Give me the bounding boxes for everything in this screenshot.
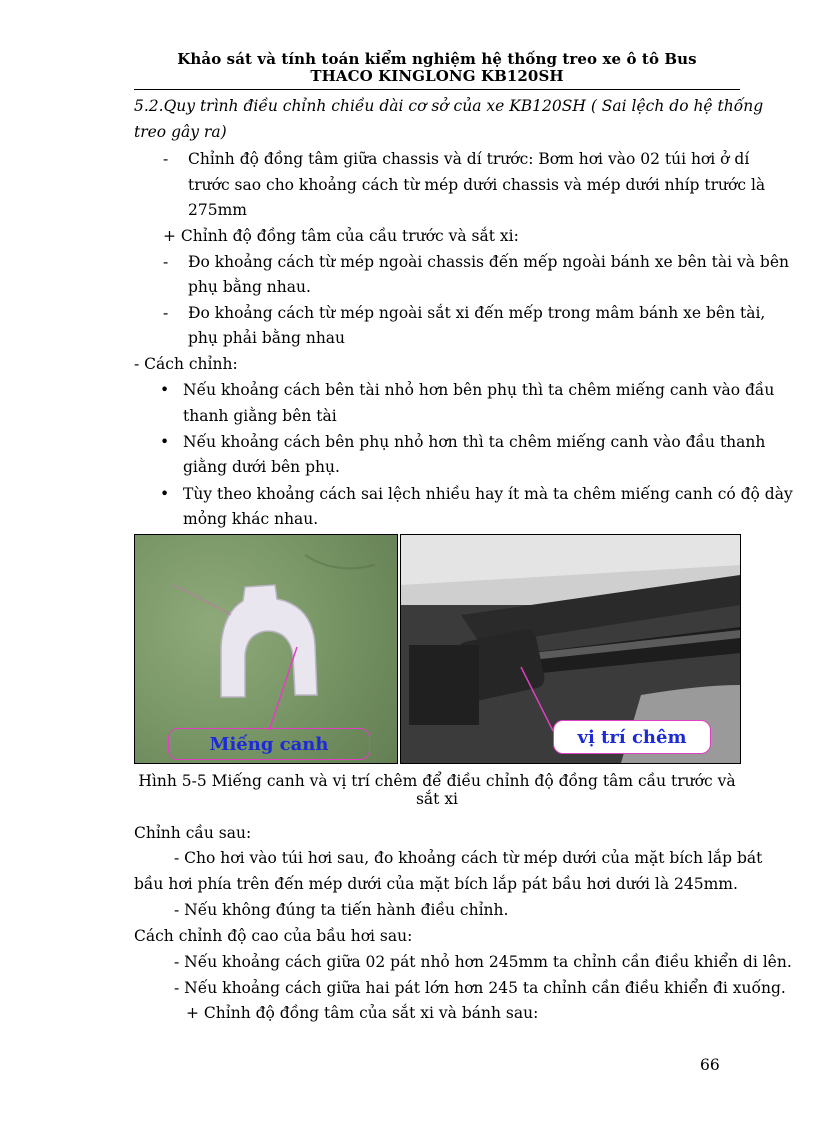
running-header-line2: THACO KINGLONG KB120SH — [310, 67, 564, 85]
dash-marker: - — [163, 253, 169, 271]
bullet-marker: • — [160, 433, 170, 451]
paragraph-line: + Chỉnh độ đồng tâm của sắt xi và bánh sau: — [186, 1004, 539, 1022]
paragraph-line: Chỉnh cầu sau: — [134, 824, 252, 842]
paragraph-line: + Chỉnh độ đồng tâm của cầu trước và sắt xi: — [163, 227, 519, 245]
paragraph-line: - Cách chỉnh: — [134, 355, 238, 373]
paragraph-line: 275mm — [188, 201, 247, 219]
dash-marker: - — [163, 304, 169, 322]
running-header-line1: Khảo sát và tính toán kiểm nghiệm hệ thống treo xe ô tô Bus — [177, 50, 697, 68]
paragraph-line: Đo khoảng cách từ mép ngoài chassis đến mếp ngoài bánh xe bên tài và bên — [188, 253, 790, 271]
shim-position-label: vị trí chêm — [553, 720, 711, 754]
paragraph-line: Tùy theo khoảng cách sai lệch nhiều hay ít mà ta chêm miếng canh có độ dày — [183, 485, 793, 503]
paragraph-line: thanh giằng bên tài — [183, 407, 337, 425]
figure-caption: Hình 5-5 Miếng canh và vị trí chêm để điều chỉnh độ đồng tâm cầu trước và sắt xi — [138, 772, 736, 808]
paragraph-line: - Cho hơi vào túi hơi sau, đo khoảng cách từ mép dưới của mặt bích lắp bát — [174, 849, 763, 867]
paragraph-line: bầu hơi phía trên đến mép dưới của mặt bích lắp pát bầu hơi dưới là 245mm. — [134, 875, 738, 893]
paragraph-line: Đo khoảng cách từ mép ngoài sắt xi đến mếp trong mâm bánh xe bên tài, — [188, 304, 766, 322]
section-title: 5.2.Quy trình điều chỉnh chiều dài cơ sở của xe KB120SH ( Sai lệch do hệ thống — [134, 97, 764, 115]
paragraph-line: Cách chỉnh độ cao của bầu hơi sau: — [134, 927, 413, 945]
paragraph-line: trước sao cho khoảng cách từ mép dưới chassis và mép dưới nhíp trước là — [188, 176, 766, 194]
header-rule — [134, 89, 740, 90]
paragraph-line: Chỉnh độ đồng tâm giữa chassis và dí trước: Bơm hơi vào 02 túi hơi ở dí — [188, 150, 750, 168]
section-title-cont: treo gây ra) — [134, 123, 227, 141]
dash-marker: - — [163, 150, 169, 168]
paragraph-line: phụ bằng nhau. — [188, 278, 311, 296]
shim-plate-label: Miếng canh — [168, 728, 370, 760]
paragraph-line: giằng dưới bên phụ. — [183, 458, 340, 476]
paragraph-line: mỏng khác nhau. — [183, 510, 319, 528]
paragraph-line: - Nếu không đúng ta tiến hành điều chỉnh. — [174, 901, 509, 919]
page-number: 66 — [700, 1056, 720, 1074]
bullet-marker: • — [160, 381, 170, 399]
paragraph-line: phụ phải bằng nhau — [188, 329, 346, 347]
bullet-marker: • — [160, 485, 170, 503]
paragraph-line: - Nếu khoảng cách giữa hai pát lớn hơn 245 ta chỉnh cần điều khiển đi xuống. — [174, 979, 786, 997]
paragraph-line: Nếu khoảng cách bên phụ nhỏ hơn thì ta chêm miếng canh vào đầu thanh — [183, 433, 766, 451]
paragraph-line: - Nếu khoảng cách giữa 02 pát nhỏ hơn 245mm ta chỉnh cần điều khiển di lên. — [174, 953, 792, 971]
paragraph-line: Nếu khoảng cách bên tài nhỏ hơn bên phụ thì ta chêm miếng canh vào đầu — [183, 381, 775, 399]
